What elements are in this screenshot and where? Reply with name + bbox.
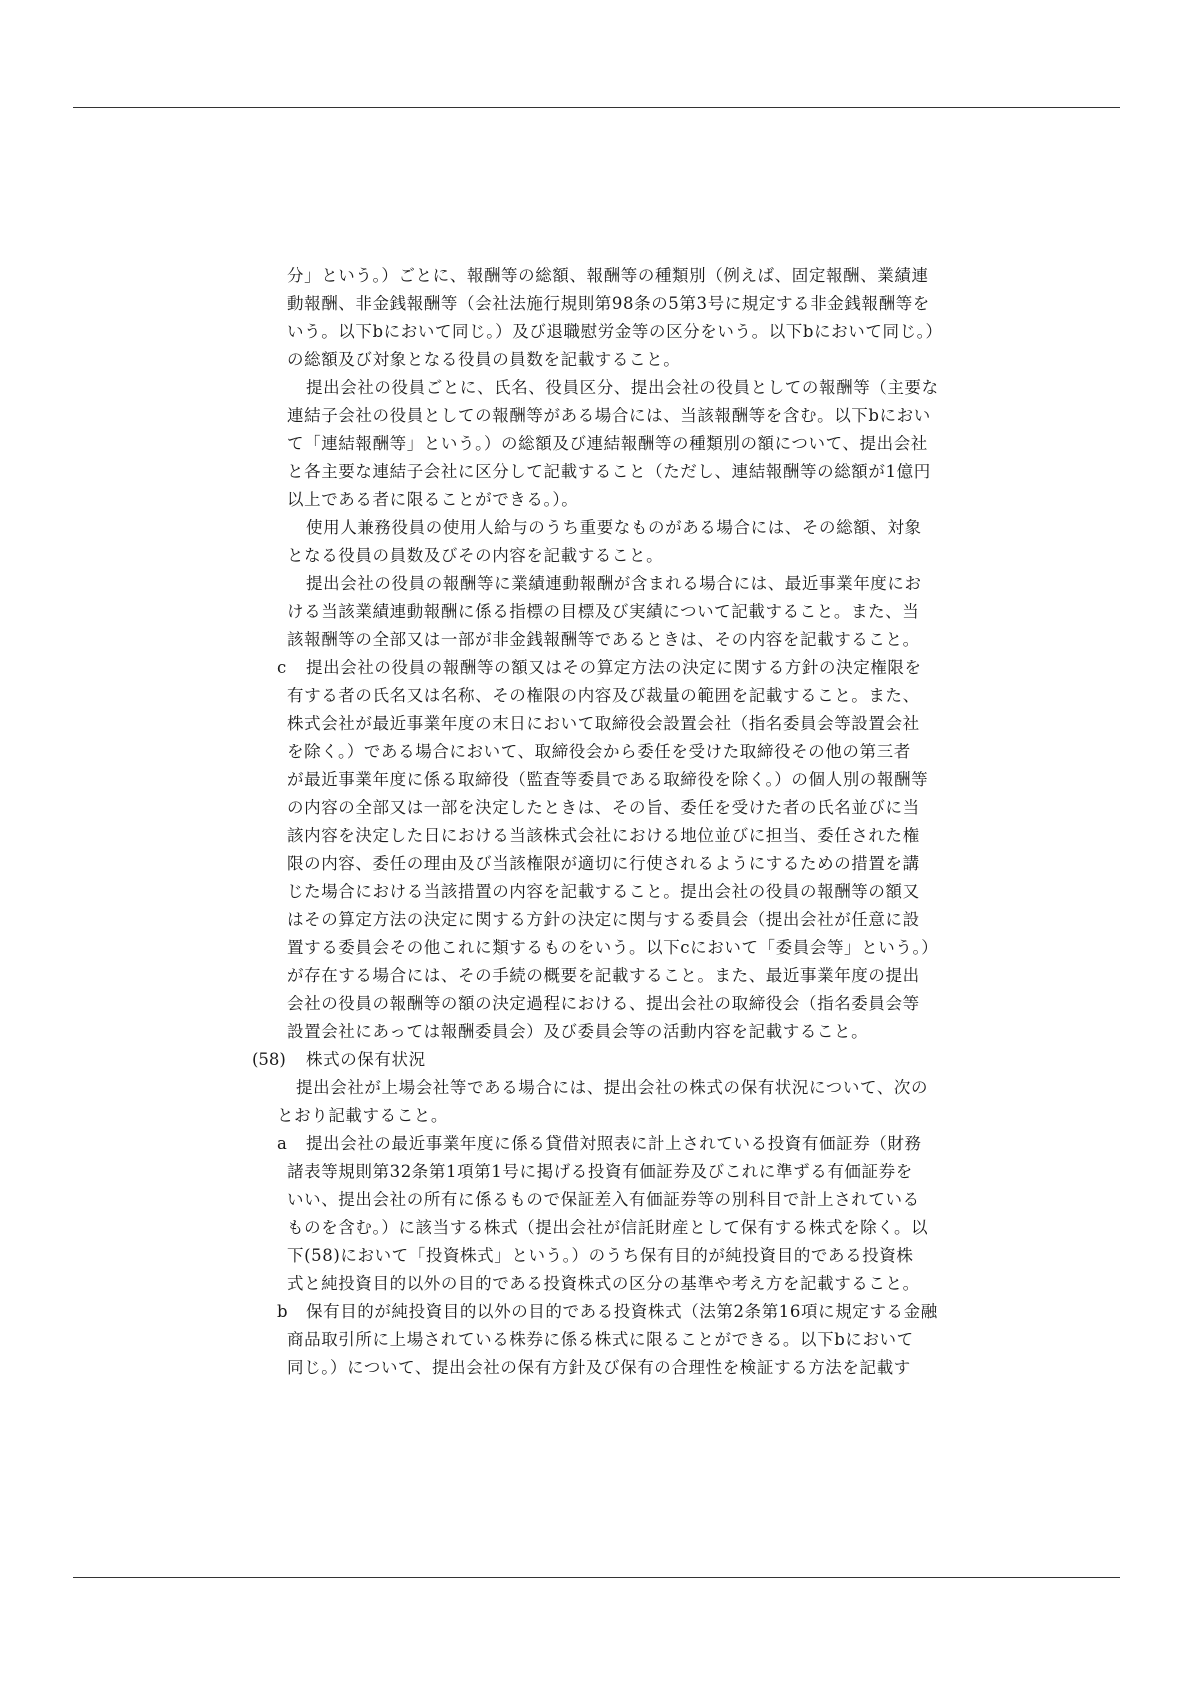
text-line: ものを含む。）に該当する株式（提出会社が信託財産として保有する株式を除く。以 [287, 1218, 929, 1237]
text-line: となる役員の員数及びその内容を記載すること。 [287, 546, 664, 565]
text-line: 連結子会社の役員としての報酬等がある場合には、当該報酬等を含む。以下bにおい [287, 406, 931, 425]
text-line: 株式の保有状況 [306, 1050, 426, 1069]
text-line: はその算定方法の決定に関する方針の決定に関与する委員会（提出会社が任意に設 [287, 910, 920, 929]
text-line: 株式会社が最近事業年度の末日において取締役会設置会社（指名委員会等設置会社 [287, 714, 920, 733]
text-line: 分」という。）ごとに、報酬等の総額、報酬等の種類別（例えば、固定報酬、業績連 [287, 266, 929, 285]
text-line: 下(58)において「投資株式」という。）のうち保有目的が純投資目的である投資株 [287, 1246, 914, 1265]
text-line: とおり記載すること。 [277, 1106, 448, 1125]
text-line: 同じ。）について、提出会社の保有方針及び保有の合理性を検証する方法を記載す [287, 1358, 911, 1377]
text-line: 提出会社の役員の報酬等に業績連動報酬が含まれる場合には、最近事業年度にお [306, 574, 922, 593]
text-line: 提出会社の役員の報酬等の額又はその算定方法の決定に関する方針の決定権限を [306, 658, 922, 677]
text-line: 使用人兼務役員の使用人給与のうち重要なものがある場合には、その総額、対象 [306, 518, 922, 537]
text-line: の総額及び対象となる役員の員数を記載すること。 [287, 350, 681, 369]
text-line: いい、提出会社の所有に係るもので保証差入有価証券等の別科目で計上されている [287, 1190, 920, 1209]
text-line: 有する者の氏名又は名称、その権限の内容及び裁量の範囲を記載すること。また、 [287, 686, 920, 705]
text-line: 該内容を決定した日における当該株式会社における地位並びに担当、委任された権 [287, 826, 920, 845]
item-marker: a [277, 1134, 287, 1153]
text-line: が存在する場合には、その手続の概要を記載すること。また、最近事業年度の提出 [287, 966, 920, 985]
text-line: 設置会社にあっては報酬委員会）及び委員会等の活動内容を記載すること。 [287, 1022, 869, 1041]
text-line: 動報酬、非金銭報酬等（会社法施行規則第98条の5第3号に規定する非金銭報酬等を [287, 294, 930, 313]
text-line: 限の内容、委任の理由及び当該権限が適切に行使されるようにするための措置を講 [287, 854, 920, 873]
text-line: を除く。）である場合において、取締役会から委任を受けた取締役その他の第三者 [287, 742, 911, 761]
text-line: 提出会社の最近事業年度に係る貸借対照表に計上されている投資有価証券（財務 [306, 1134, 922, 1153]
footer-rule [73, 1577, 1120, 1578]
text-line: と各主要な連結子会社に区分して記載すること（ただし、連結報酬等の総額が1億円 [287, 462, 931, 481]
text-line: 会社の役員の報酬等の額の決定過程における、提出会社の取締役会（指名委員会等 [287, 994, 920, 1013]
text-line: 以上である者に限ることができる。）。 [287, 490, 579, 509]
text-line: 商品取引所に上場されている株券に係る株式に限ることができる。以下bにおいて [287, 1330, 914, 1349]
text-line: 提出会社が上場会社等である場合には、提出会社の株式の保有状況について、次の [296, 1078, 929, 1097]
header-rule [73, 107, 1120, 108]
text-line: ける当該業績連動報酬に係る指標の目標及び実績について記載すること。また、当 [287, 602, 920, 621]
text-line: 式と純投資目的以外の目的である投資株式の区分の基準や考え方を記載すること。 [287, 1274, 920, 1293]
item-marker: b [277, 1302, 288, 1321]
text-line: 置する委員会その他これに類するものをいう。以下cにおいて「委員会等」という。） [287, 938, 939, 957]
text-line: 諸表等規則第32条第1項第1号に掲げる投資有価証券及びこれに準ずる有価証券を [287, 1162, 913, 1181]
item-marker: c [277, 658, 287, 677]
item-marker: (58) [252, 1050, 286, 1069]
text-line: が最近事業年度に係る取締役（監査等委員である取締役を除く。）の個人別の報酬等 [287, 770, 929, 789]
text-line: 提出会社の役員ごとに、氏名、役員区分、提出会社の役員としての報酬等（主要な [306, 378, 939, 397]
text-line: じた場合における当該措置の内容を記載すること。提出会社の役員の報酬等の額又 [287, 882, 920, 901]
text-line: の内容の全部又は一部を決定したときは、その旨、委任を受けた者の氏名並びに当 [287, 798, 920, 817]
text-line: いう。以下bにおいて同じ。）及び退職慰労金等の区分をいう。以下bにおいて同じ。） [287, 322, 943, 341]
text-line: て「連結報酬等」という。）の総額及び連結報酬等の種類別の額について、提出会社 [287, 434, 928, 453]
text-line: 該報酬等の全部又は一部が非金銭報酬等であるときは、その内容を記載すること。 [287, 630, 920, 649]
text-line: 保有目的が純投資目的以外の目的である投資株式（法第2条第16項に規定する金融 [306, 1302, 938, 1321]
